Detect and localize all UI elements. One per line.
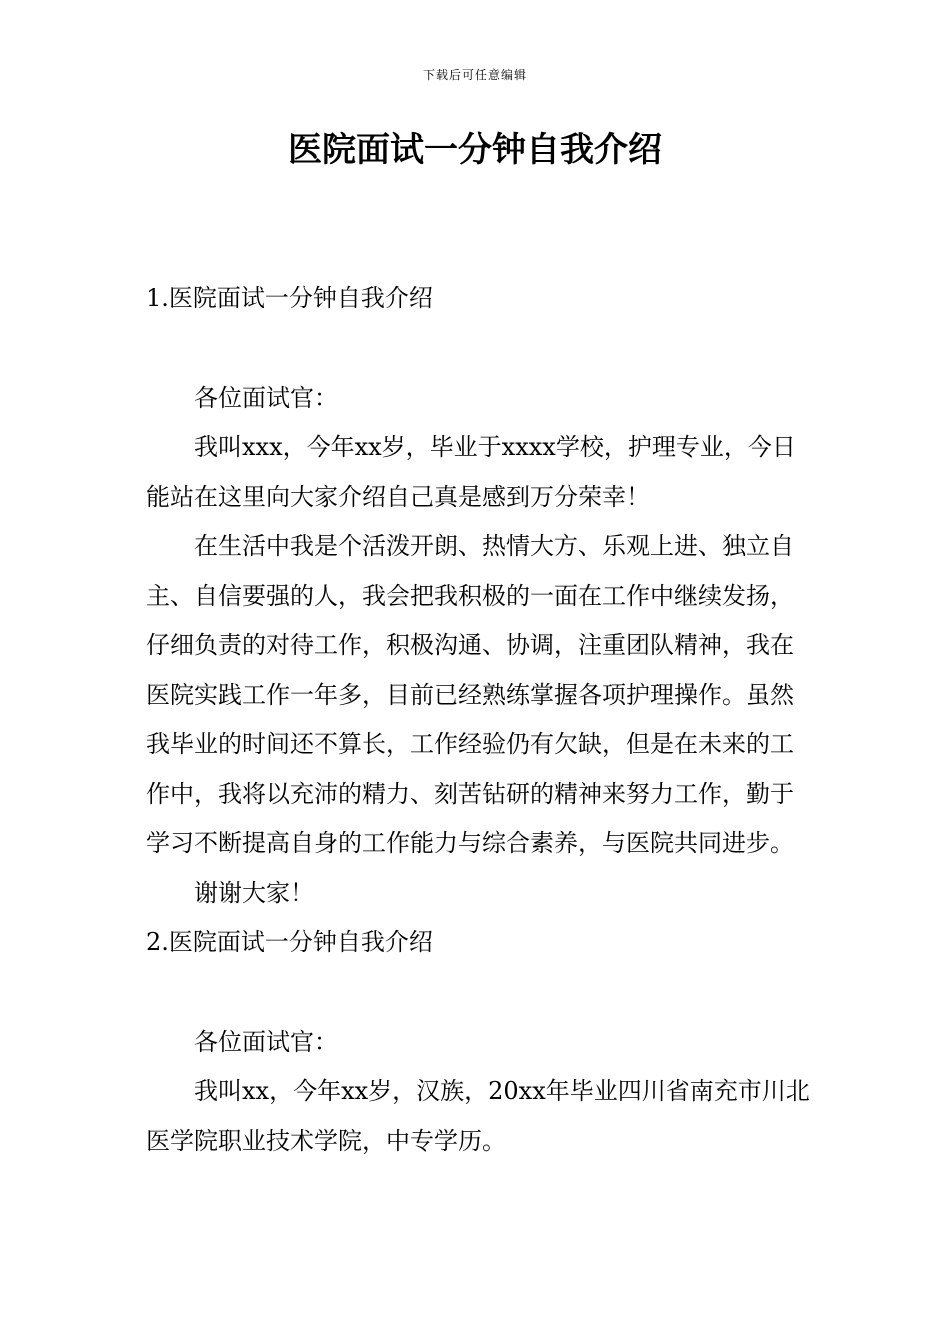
section-1-paragraph-1: 我叫xxx，今年xx岁，毕业于xxxx学校，护理专业，今日能站在这里向大家介绍自己真是感到万分荣幸！ [146, 433, 796, 511]
header-note: 下载后可任意编辑 [422, 68, 527, 82]
section-1-closing: 谢谢大家！ [194, 878, 314, 907]
section-2-greeting: 各位面试官： [194, 1027, 338, 1056]
section-2-paragraph-1: 我叫xx，今年xx岁，汉族，20xx年毕业四川省南充市川北医学院职业技术学院，中专学历。 [146, 1077, 810, 1155]
page-title: 医院面试一分钟自我介绍 [288, 130, 662, 170]
section-1-greeting: 各位面试官： [194, 383, 338, 412]
section-1-paragraph-2: 在生活中我是个活泼开朗、热情大方、乐观上进、独立自主、自信要强的人，我会把我积极的一面在工作中继续发扬，仔细负责的对待工作，积极沟通、协调，注重团队精神，我在医院实践工作一年多，目前已经熟练掌握各项护理操作。虽然我毕业的时间还不算长，工作经验仍有欠缺，但是在未来的工作中，我将以充沛的精力、刻苦钻研的精神来努力工作，勤于学习不断提高自身的工作能力与综合素养，与医院共同进步。 [146, 532, 794, 857]
document-body [146, 274, 810, 1166]
section-heading-1: 1.医院面试一分钟自我介绍 [146, 284, 433, 312]
section-heading-2: 2.医院面试一分钟自我介绍 [146, 928, 433, 956]
